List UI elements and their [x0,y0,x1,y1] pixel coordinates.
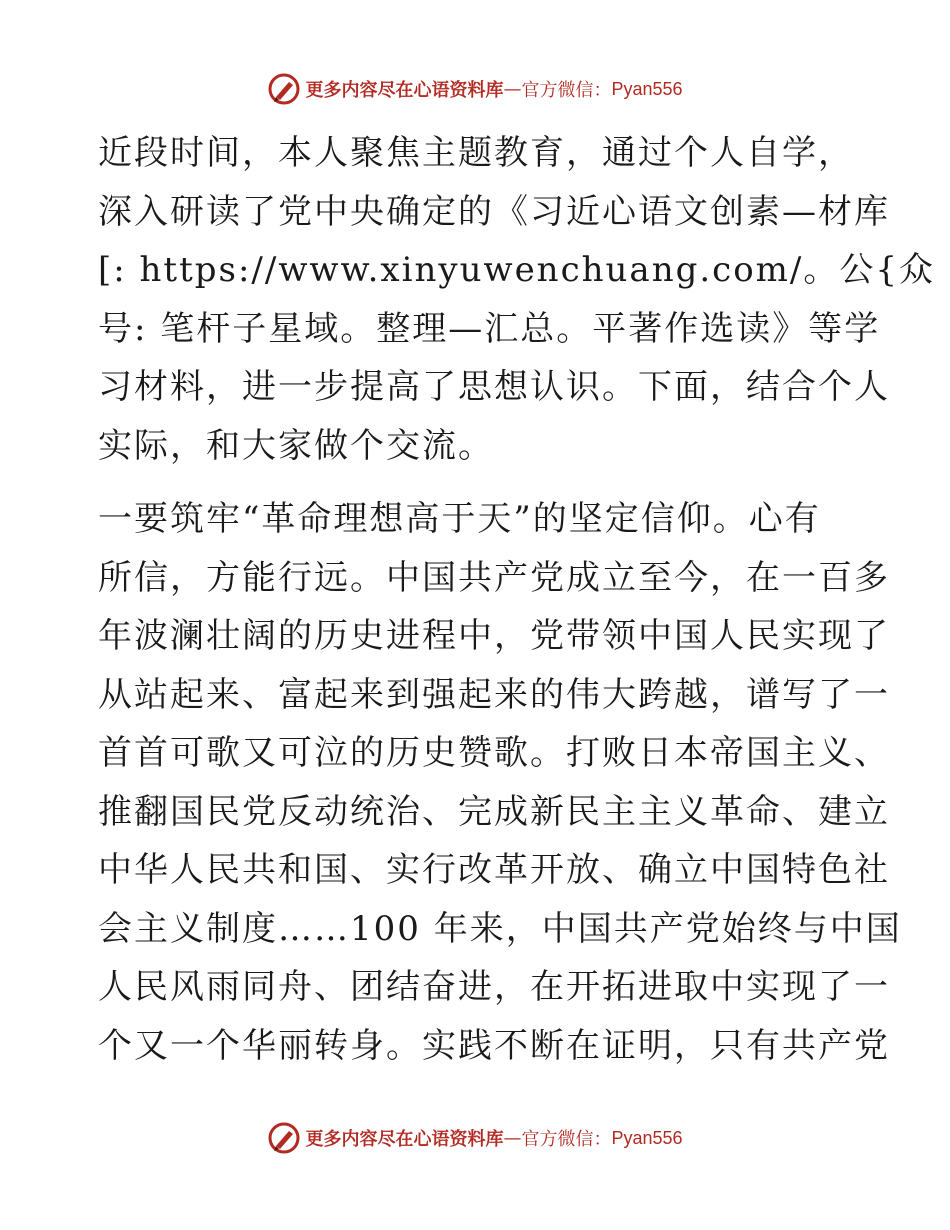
paragraph-line: 一要筑牢“革命理想高于天”的坚定信仰。心有 [98,499,821,539]
paragraph-line: 会主义制度……100 年来，中国共产党始终与中国 [98,908,902,949]
paragraph-line: 号: 笔杆子星域。整理—汇总。平著作选读》等学 [98,308,881,349]
header-banner-sep: — [503,78,522,100]
paragraph-line: 人民风雨同舟、团结奋进，在开拓进取中实现了一 [98,967,890,1007]
footer-banner-sep: — [503,1127,522,1149]
document-body [98,124,935,1075]
pen-logo-icon [267,1121,301,1155]
paragraph-line: 深入研读了党中央确定的《习近心语文创素—材库 [98,191,890,232]
header-banner-id: Pyan556 [611,78,683,99]
paragraph-line: 习材料，进一步提高了思想认识。下面，结合个人 [98,367,890,407]
paragraph-line: 实际，和大家做个交流。 [98,425,494,466]
paragraph-line: 首首可歌又可泣的历史赞歌。打败日本帝国主义、 [98,733,890,773]
paragraph-line: 近段时间，本人聚焦主题教育，通过个人自学， [98,133,854,173]
header-banner-official: 官方微信： [521,80,612,101]
paragraph-line: 推翻国民党反动统治、完成新民主主义革命、建立 [98,791,890,832]
paragraph-1 [98,124,935,475]
paragraph-line: 个又一个华丽转身。实践不断在证明，只有共产党 [98,1025,890,1066]
paragraph-line: [: https://www.xinyuwenchuang.com/。公{众 [98,250,935,290]
footer-banner-id: Pyan556 [611,1127,683,1148]
header-banner-main: 更多内容尽在心语资料库 [305,80,504,101]
paragraph-line: 年波澜壮阔的历史进程中，党带领中国人民实现了 [98,616,890,656]
header-banner [0,72,950,106]
paragraph-2 [98,490,902,1075]
paragraph-line: 从站起来、富起来到强起来的伟大跨越，谱写了一 [98,674,890,715]
footer-banner-official: 官方微信： [521,1129,612,1150]
footer-banner-main: 更多内容尽在心语资料库 [305,1129,504,1150]
footer-banner [0,1121,950,1155]
paragraph-line: 中华人民共和国、实行改革开放、确立中国特色社 [98,850,890,890]
pen-logo-icon [267,72,301,106]
paragraph-line: 所信，方能行远。中国共产党成立至今，在一百多 [98,557,890,598]
